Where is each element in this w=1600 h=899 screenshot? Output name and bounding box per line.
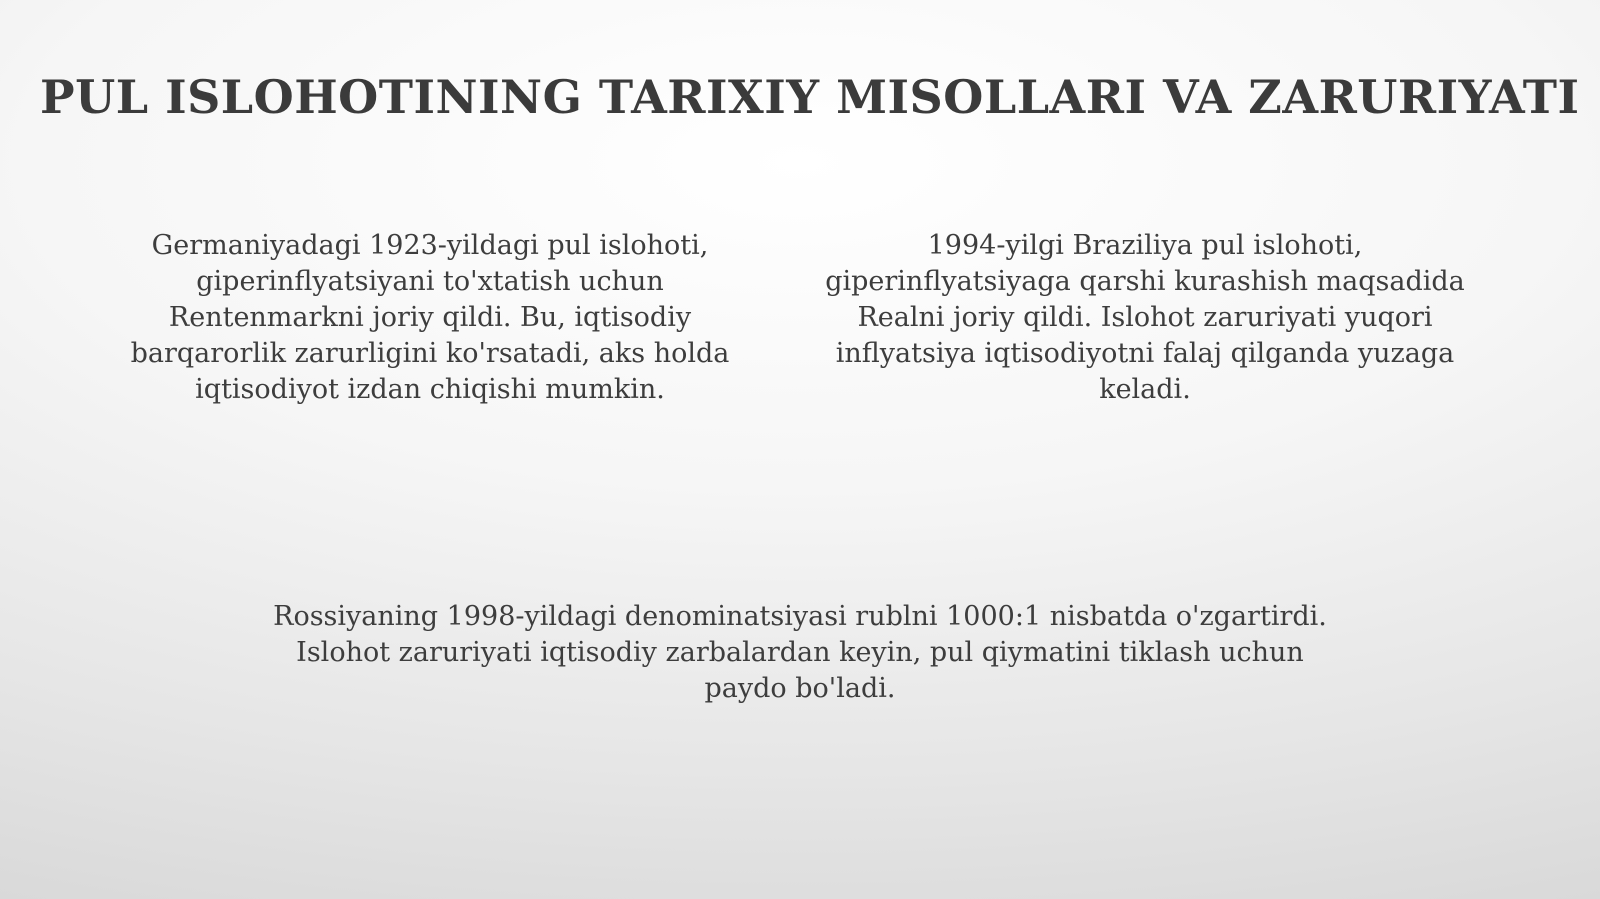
text-block-germany: Germaniyadagi 1923-yildagi pul islohoti, giperinflyatsiyani to'xtatish uchun Rentenmarkni joriy qildi. Bu, iqtisodiy barqarorlik zarurligini ko'rsatadi, aks holda iqtisodiyot izdan chiqishi mumkin. [130, 230, 730, 405]
slide-title: PUL ISLOHOTINING TARIXIY MISOLLARI VA ZARURIYATI [40, 70, 1580, 124]
text-block-brazil: 1994-yilgi Braziliya pul islohoti, giperinflyatsiyaga qarshi kurashish maqsadida Realni joriy qildi. Islohot zaruriyati yuqori inflyatsiya iqtisodiyotni falaj qilganda yuzaga keladi. [825, 230, 1465, 405]
text-block-russia: Rossiyaning 1998-yildagi denominatsiyasi rublni 1000:1 nisbatda o'zgartirdi. Islohot zaruriyati iqtisodiy zarbalardan keyin, pul qiymatini tiklash uchun paydo bo'ladi. [273, 601, 1327, 704]
